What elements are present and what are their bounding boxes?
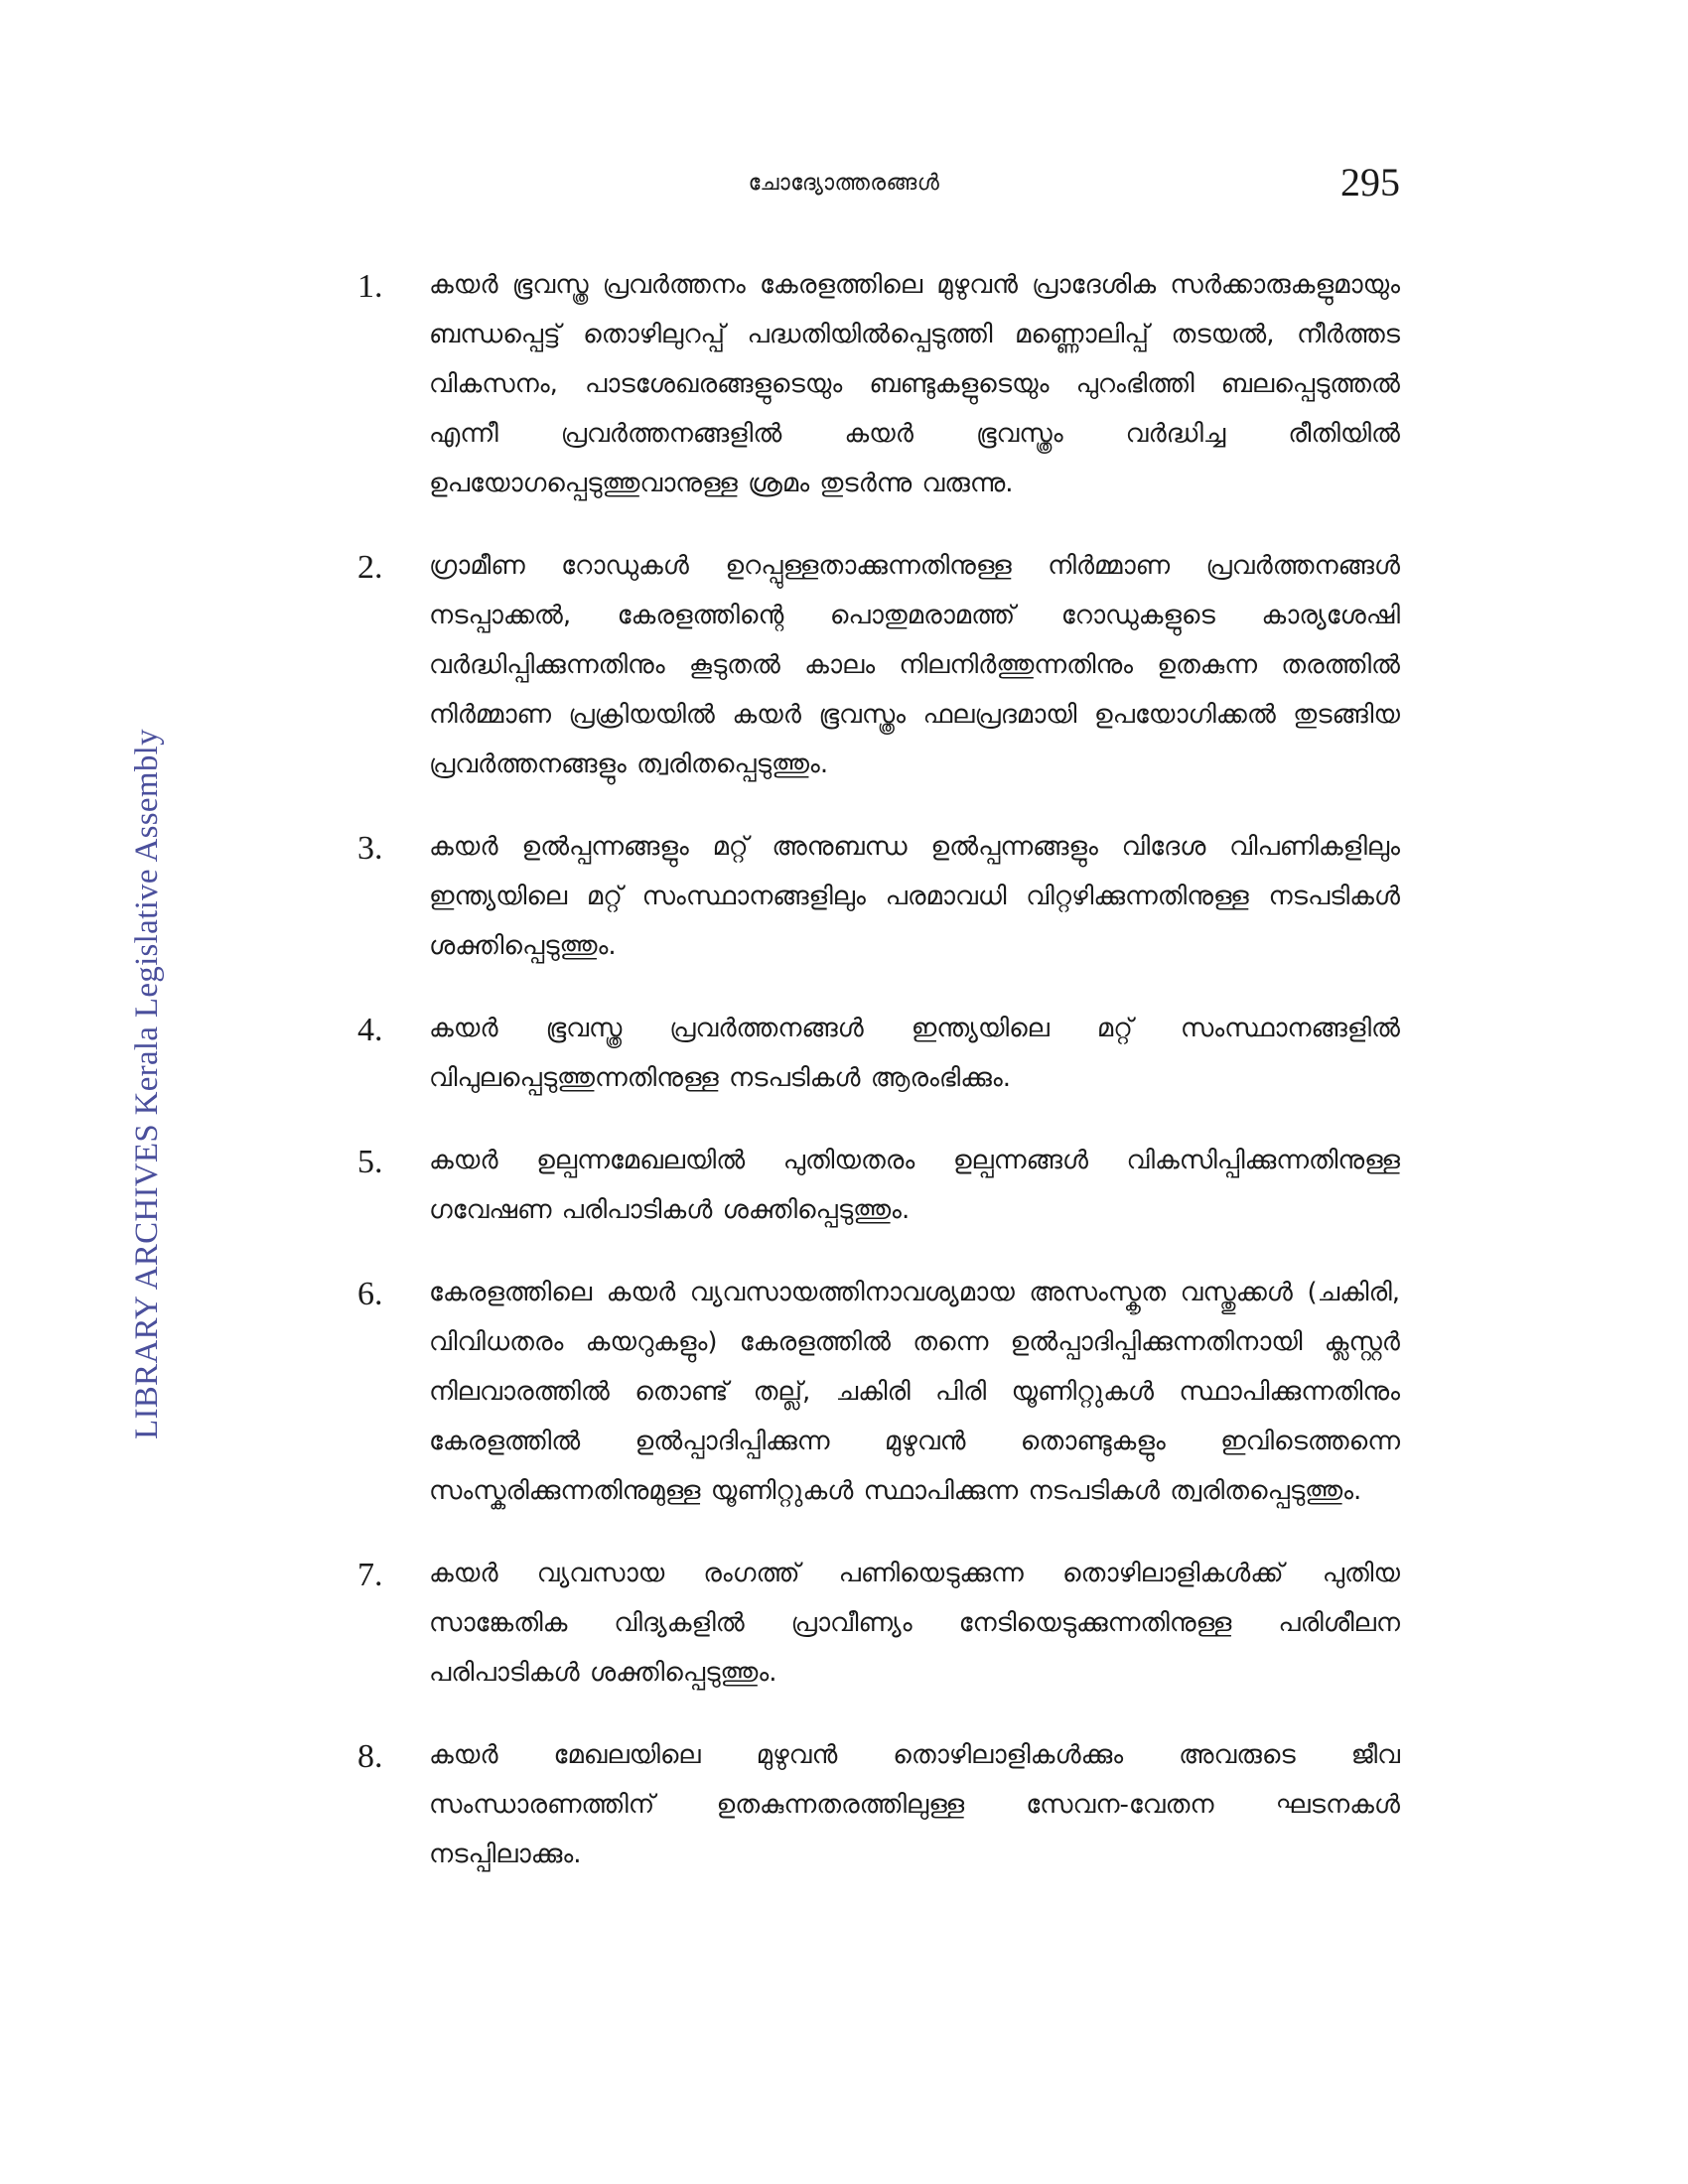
item-text: കയർ വ്യവസായ രംഗത്ത് പണിയെടുക്കുന്ന തൊഴിലാളികൾക്ക് പുതിയ സാങ്കേതിക വിദ്യകളിൽ പ്രാവീണ്യം നേടിയെടുക്കുന്നതിനുള്ള പരിശീലന പരിപാടികൾ ശക്തിപ്പെടുത്തും.	[429, 1559, 1400, 1688]
numbered-list	[357, 260, 1400, 1912]
item-text: കയർ ഉൽപ്പന്നങ്ങളും മറ്റ് അനുബന്ധ ഉൽപ്പന്നങ്ങളും വിദേശ വിപണികളിലും ഇന്ത്യയിലെ മറ്റ് സംസ്ഥാനങ്ങളിലും പരമാവധി വിറ്റഴിക്കുന്നതിനുള്ള നടപടികൾ ശക്തിപ്പെടുത്തും.	[429, 832, 1400, 961]
item-number: 8.	[357, 1738, 383, 1775]
list-item	[357, 1004, 1400, 1103]
item-text: കേരളത്തിലെ കയർ വ്യവസായത്തിനാവശ്യമായ അസംസ്കൃത വസ്തുക്കൾ (ചകിരി, വിവിധതരം കയറുകളും) കേരളത്തിൽ തന്നെ ഉൽപ്പാദിപ്പിക്കുന്നതിനായി ക്ലസ്റ്റർ നിലവാരത്തിൽ തൊണ്ട് തല്ല്, ചകിരി പിരി യൂണിറ്റുകൾ സ്ഥാപിക്കുന്നതിനും കേരളത്തിൽ ഉൽപ്പാദിപ്പിക്കുന്ന മുഴുവൻ തൊണ്ടുകളും ഇവിടെത്തന്നെ സംസ്കരിക്കുന്നതിനുമുള്ള യൂണിറ്റുകൾ സ്ഥാപിക്കുന്ന നടപടികൾ ത്വരിതപ്പെടുത്തും.	[429, 1278, 1400, 1506]
list-item	[357, 822, 1400, 971]
list-item	[357, 1268, 1400, 1516]
list-item	[357, 1136, 1400, 1235]
item-text: ഗ്രാമീണ റോഡുകൾ ഉറപ്പുള്ളതാക്കുന്നതിനുള്ള നിർമ്മാണ പ്രവർത്തനങ്ങൾ നടപ്പാക്കൽ, കേരളത്തിന്റെ പൊതുമരാമത്ത് റോഡുകളുടെ കാര്യശേഷി വർദ്ധിപ്പിക്കുന്നതിനും കൂടുതൽ കാലം നിലനിർത്തുന്നതിനും ഉതകുന്ന തരത്തിൽ നിർമ്മാണ പ്രക്രിയയിൽ കയർ ഭൂവസ്ത്രം ഫലപ്രദമായി ഉപയോഗിക്കൽ തുടങ്ങിയ പ്രവർത്തനങ്ങളും ത്വരിതപ്പെടുത്തും.	[429, 551, 1400, 779]
item-text: കയർ ഭൂവസ്ത്ര പ്രവർത്തനം കേരളത്തിലെ മുഴുവൻ പ്രാദേശിക സർക്കാരുകളുമായും ബന്ധപ്പെട്ട് തൊഴിലുറപ്പ് പദ്ധതിയിൽപ്പെടുത്തി മണ്ണൊലിപ്പ് തടയൽ, നീർത്തട വികസനം, പാടശേഖരങ്ങളുടെയും ബണ്ടുകളുടെയും പുറംഭിത്തി ബലപ്പെടുത്തൽ എന്നീ പ്രവർത്തനങ്ങളിൽ കയർ ഭൂവസ്ത്രം വർദ്ധിച്ച രീതിയിൽ ഉപയോഗപ്പെടുത്തുവാനുള്ള ശ്രമം തുടർന്നു വരുന്നു.	[429, 270, 1400, 498]
list-item	[357, 1730, 1400, 1879]
item-text: കയർ ഭൂവസ്ത്ര പ്രവർത്തനങ്ങൾ ഇന്ത്യയിലെ മറ്റ് സംസ്ഥാനങ്ങളിൽ വിപുലപ്പെടുത്തുന്നതിനുള്ള നടപടികൾ ആരംഭിക്കും.	[429, 1014, 1400, 1093]
item-number: 5.	[357, 1144, 383, 1180]
item-number: 2.	[357, 549, 383, 586]
item-number: 3.	[357, 830, 383, 867]
item-text: കയർ മേഖലയിലെ മുഴുവൻ തൊഴിലാളികൾക്കും അവരുടെ ജീവ സംന്ധാരണത്തിന് ഉതകുന്നതരത്തിലുള്ള സേവന-വേതന ഘടനകൾ നടപ്പിലാക്കും.	[429, 1740, 1400, 1869]
item-number: 1.	[357, 268, 383, 305]
item-number: 4.	[357, 1012, 383, 1048]
list-item	[357, 260, 1400, 508]
page-number: 295	[1340, 160, 1400, 205]
item-text: കയർ ഉല്പന്നമേഖലയിൽ പുതിയതരം ഉല്പന്നങ്ങൾ വികസിപ്പിക്കുന്നതിനുള്ള ഗവേഷണ പരിപാടികൾ ശക്തിപ്പെടുത്തും.	[429, 1146, 1400, 1225]
list-item	[357, 541, 1400, 789]
item-number: 6.	[357, 1276, 383, 1312]
item-number: 7.	[357, 1557, 383, 1593]
archive-watermark: LIBRARY ARCHIVES Kerala Legislative Assembly	[129, 729, 165, 1439]
list-item	[357, 1549, 1400, 1698]
running-title: ചോദ്യോത്തരങ്ങൾ	[748, 171, 940, 196]
